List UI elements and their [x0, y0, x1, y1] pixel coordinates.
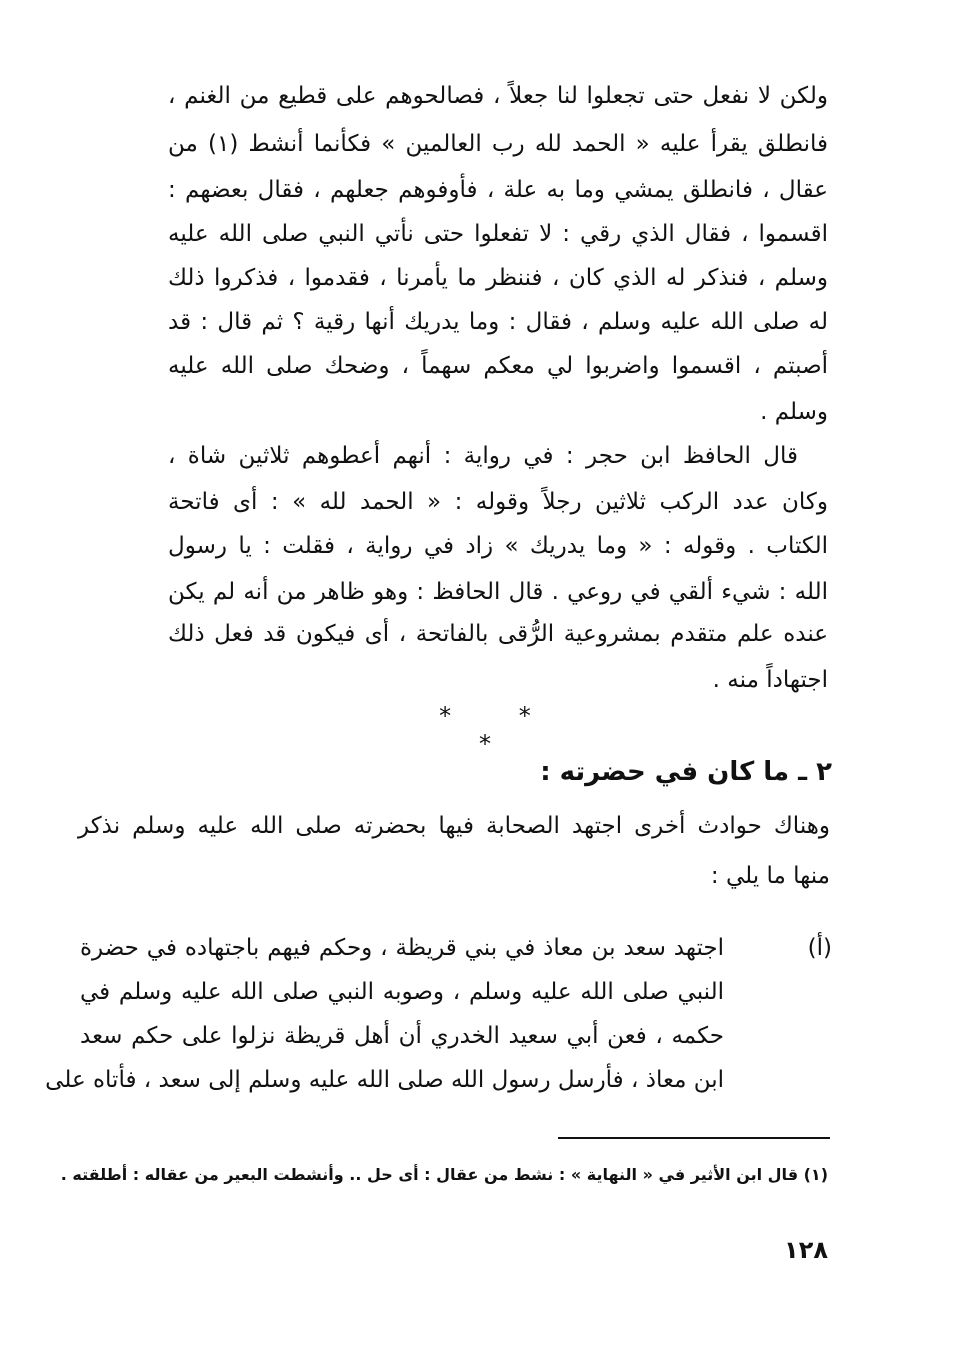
footnote-divider: [558, 1137, 830, 1139]
text-line: قال الحافظ ابن حجر : في رواية : أنهم أعطوهم ثلاثين شاة ،: [168, 443, 798, 469]
section-heading: ٢ ـ ما كان في حضرته :: [540, 757, 832, 787]
footnote: (١) قال ابن الأثير في « النهاية » : نشط من عقال : أى حل .. وأنشطت البعير من عقاله : أطلقته .: [60, 1165, 828, 1184]
text-line: ابن معاذ ، فأرسل رسول الله صلى الله عليه وسلم إلى سعد ، فأتاه على: [45, 1067, 724, 1093]
text-line: وكان عدد الركب ثلاثين رجلاً وقوله : « الحمد لله » : أى فاتحة: [168, 489, 828, 515]
text-line: حكمه ، فعن أبي سعيد الخدري أن أهل قريظة نزلوا على حكم سعد: [80, 1023, 724, 1049]
text-line: الله : شيء ألقي في روعي . قال الحافظ : وهو ظاهر من أنه لم يكن: [168, 579, 828, 605]
text-line: اجتهاداً منه .: [712, 667, 828, 693]
list-item-marker: (أ): [807, 935, 832, 961]
text-line: أصبتم ، اقسموا واضربوا لي معكم سهماً ، وضحك صلى الله عليه: [168, 353, 828, 379]
text-line: النبي صلى الله عليه وسلم ، وصوبه النبي صلى الله عليه وسلم في: [80, 979, 724, 1005]
text-line: وسلم ، فنذكر له الذي كان ، فننظر ما يأمرنا ، فقدموا ، فذكروا ذلك: [168, 265, 828, 291]
text-line: الكتاب . وقوله : « وما يدريك » زاد في رواية ، فقلت : يا رسول: [168, 533, 828, 559]
text-line: منها ما يلي :: [710, 863, 830, 889]
text-line: عنده علم متقدم بمشروعية الرُّقى بالفاتحة ، أى فيكون قد فعل ذلك: [168, 621, 828, 647]
section-separator: * * *: [439, 702, 561, 758]
text-line: اجتهد سعد بن معاذ في بني قريظة ، وحكم فيهم باجتهاده في حضرة: [80, 935, 724, 961]
text-line: له صلى الله عليه وسلم ، فقال : وما يدريك أنها رقية ؟ ثم قال : قد: [168, 309, 828, 335]
text-line: اقسموا ، فقال الذي رقي : لا تفعلوا حتى نأتي النبي صلى الله عليه: [168, 221, 828, 247]
text-line: ولكن لا نفعل حتى تجعلوا لنا جعلاً ، فصالحوهم على قطيع من الغنم ،: [168, 83, 828, 109]
text-line: عقال ، فانطلق يمشي وما به علة ، فأوفوهم جعلهم ، فقال بعضهم :: [168, 177, 828, 203]
text-line: وسلم .: [760, 399, 828, 425]
text-line: فانطلق يقرأ عليه « الحمد لله رب العالمين » فكأنما أنشط (١) من: [168, 131, 828, 157]
page-number: ١٢٨: [784, 1236, 828, 1264]
text-line: وهناك حوادث أخرى اجتهد الصحابة فيها بحضرته صلى الله عليه وسلم نذكر: [78, 813, 830, 839]
